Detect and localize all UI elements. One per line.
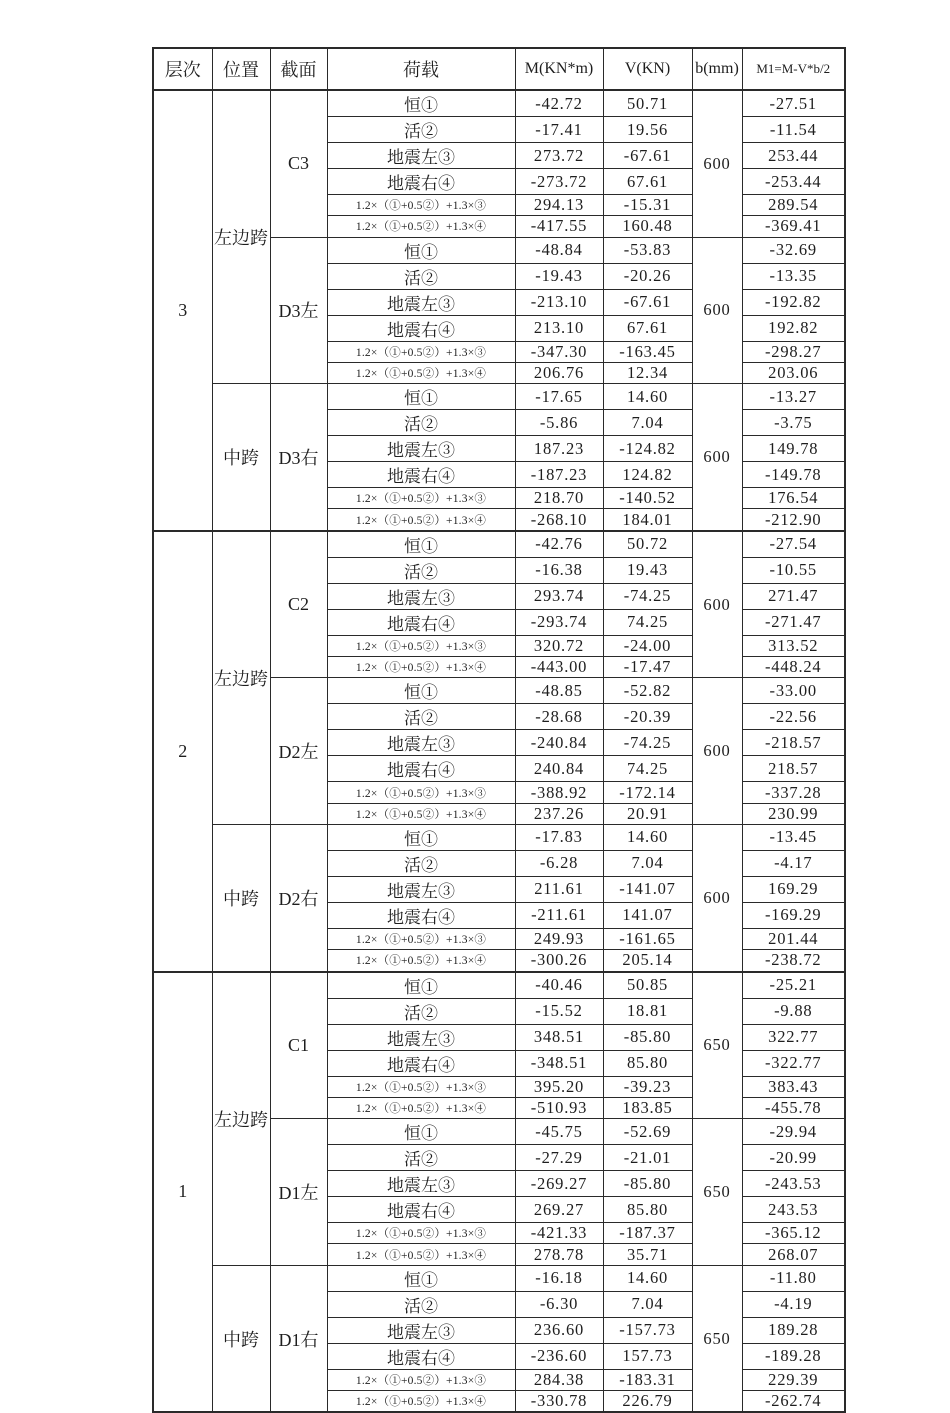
cell-m1-value: -192.82 [742,289,845,315]
cell-level: 1 [153,972,212,1413]
cell-level: 2 [153,531,212,972]
cell-shear-value: 74.25 [603,756,692,782]
cell-moment-value: -6.28 [515,850,603,876]
cell-m1-value: -238.72 [742,950,845,972]
cell-shear-value: 35.71 [603,1244,692,1265]
cell-shear-value: 19.43 [603,557,692,583]
cell-shear-value: 12.34 [603,362,692,383]
cell-m1-value: 243.53 [742,1197,845,1223]
cell-shear-value: -39.23 [603,1076,692,1097]
cell-section: D1左 [270,1119,327,1266]
cell-m1-value: 229.39 [742,1369,845,1390]
cell-moment-value: -269.27 [515,1171,603,1197]
cell-width-b-value: 600 [692,824,742,971]
cell-m1-value: -27.54 [742,531,845,558]
col-header-load: 荷载 [327,48,515,90]
cell-shear-value: -67.61 [603,143,692,169]
cell-moment-value: -28.68 [515,704,603,730]
col-header-m1-formula: M1=M-V*b/2 [742,48,845,90]
cell-load-label: 恒① [327,678,515,704]
cell-load-label: 活② [327,263,515,289]
cell-moment-value: -348.51 [515,1050,603,1076]
cell-m1-value: -13.45 [742,824,845,850]
cell-load-label: 活② [327,998,515,1024]
cell-moment-value: -293.74 [515,609,603,635]
cell-m1-value: -448.24 [742,657,845,678]
cell-shear-value: -67.61 [603,289,692,315]
cell-m1-value: 230.99 [742,803,845,824]
cell-section: D2右 [270,824,327,971]
col-header-shear: V(KN) [603,48,692,90]
cell-load-label: 地震左③ [327,1024,515,1050]
cell-moment-value: -240.84 [515,730,603,756]
cell-m1-value: -262.74 [742,1391,845,1413]
cell-position: 左边跨 [212,90,270,384]
cell-load-label: 1.2×（①+0.5②）+1.3×④ [327,1391,515,1413]
cell-load-label: 地震左③ [327,1317,515,1343]
cell-m1-value: 169.29 [742,876,845,902]
cell-moment-value: -16.38 [515,557,603,583]
cell-shear-value: 124.82 [603,462,692,488]
cell-load-label: 活② [327,557,515,583]
cell-load-label: 地震左③ [327,730,515,756]
cell-m1-value: -3.75 [742,410,845,436]
cell-shear-value: 157.73 [603,1343,692,1369]
cell-shear-value: -24.00 [603,635,692,656]
cell-m1-value: -189.28 [742,1343,845,1369]
cell-m1-value: -33.00 [742,678,845,704]
cell-load-label: 1.2×（①+0.5②）+1.3×③ [327,928,515,949]
cell-m1-value: -13.35 [742,263,845,289]
cell-m1-value: -11.54 [742,117,845,143]
cell-shear-value: -52.69 [603,1119,692,1145]
cell-position: 左边跨 [212,972,270,1266]
cell-moment-value: -417.55 [515,216,603,237]
cell-shear-value: 74.25 [603,609,692,635]
cell-moment-value: -5.86 [515,410,603,436]
cell-m1-value: -298.27 [742,341,845,362]
cell-shear-value: 226.79 [603,1391,692,1413]
cell-shear-value: 85.80 [603,1050,692,1076]
cell-load-label: 恒① [327,531,515,558]
header-row [153,48,845,90]
cell-m1-value: 203.06 [742,362,845,383]
cell-load-label: 1.2×（①+0.5②）+1.3×④ [327,657,515,678]
cell-moment-value: 278.78 [515,1244,603,1265]
cell-shear-value: -172.14 [603,782,692,803]
cell-load-label: 地震左③ [327,1171,515,1197]
cell-moment-value: 218.70 [515,488,603,509]
table-row [153,384,845,410]
cell-m1-value: 176.54 [742,488,845,509]
cell-shear-value: -141.07 [603,876,692,902]
cell-position: 左边跨 [212,531,270,825]
cell-moment-value: -273.72 [515,169,603,195]
cell-shear-value: 18.81 [603,998,692,1024]
cell-shear-value: -140.52 [603,488,692,509]
cell-level: 3 [153,90,212,531]
cell-width-b-value: 600 [692,531,742,678]
cell-moment-value: 293.74 [515,583,603,609]
cell-shear-value: -124.82 [603,436,692,462]
cell-shear-value: 160.48 [603,216,692,237]
col-header-width-b: b(mm) [692,48,742,90]
cell-moment-value: 348.51 [515,1024,603,1050]
table-row [153,1265,845,1291]
cell-m1-value: 192.82 [742,315,845,341]
cell-moment-value: -300.26 [515,950,603,972]
cell-load-label: 地震左③ [327,876,515,902]
cell-section: D3右 [270,384,327,531]
cell-m1-value: -243.53 [742,1171,845,1197]
cell-moment-value: 240.84 [515,756,603,782]
cell-m1-value: 271.47 [742,583,845,609]
col-header-level: 层次 [153,48,212,90]
cell-moment-value: -347.30 [515,341,603,362]
cell-m1-value: -322.77 [742,1050,845,1076]
cell-moment-value: 213.10 [515,315,603,341]
cell-moment-value: 249.93 [515,928,603,949]
cell-m1-value: 268.07 [742,1244,845,1265]
cell-m1-value: -337.28 [742,782,845,803]
cell-load-label: 1.2×（①+0.5②）+1.3×③ [327,195,515,216]
cell-width-b-value: 600 [692,90,742,237]
cell-moment-value: -330.78 [515,1391,603,1413]
cell-moment-value: -421.33 [515,1223,603,1244]
cell-moment-value: -17.83 [515,824,603,850]
cell-load-label: 1.2×（①+0.5②）+1.3×③ [327,1369,515,1390]
cell-shear-value: 50.85 [603,972,692,999]
cell-section: C1 [270,972,327,1119]
cell-m1-value: -253.44 [742,169,845,195]
cell-shear-value: 183.85 [603,1097,692,1118]
cell-load-label: 活② [327,704,515,730]
cell-m1-value: 201.44 [742,928,845,949]
cell-m1-value: 253.44 [742,143,845,169]
cell-shear-value: 205.14 [603,950,692,972]
cell-load-label: 地震左③ [327,289,515,315]
cell-load-label: 活② [327,410,515,436]
cell-load-label: 1.2×（①+0.5②）+1.3×④ [327,950,515,972]
cell-m1-value: -11.80 [742,1265,845,1291]
cell-moment-value: 206.76 [515,362,603,383]
cell-moment-value: 273.72 [515,143,603,169]
cell-load-label: 地震右④ [327,902,515,928]
cell-shear-value: -187.37 [603,1223,692,1244]
cell-shear-value: -53.83 [603,237,692,263]
cell-load-label: 活② [327,117,515,143]
cell-moment-value: 236.60 [515,1317,603,1343]
cell-moment-value: 395.20 [515,1076,603,1097]
cell-moment-value: -42.72 [515,90,603,117]
cell-shear-value: 141.07 [603,902,692,928]
cell-moment-value: -236.60 [515,1343,603,1369]
cell-moment-value: -15.52 [515,998,603,1024]
cell-load-label: 恒① [327,824,515,850]
cell-m1-value: 289.54 [742,195,845,216]
cell-m1-value: -149.78 [742,462,845,488]
cell-load-label: 1.2×（①+0.5②）+1.3×③ [327,488,515,509]
cell-moment-value: -45.75 [515,1119,603,1145]
cell-m1-value: -20.99 [742,1145,845,1171]
cell-moment-value: 320.72 [515,635,603,656]
cell-load-label: 地震右④ [327,609,515,635]
table-row [153,90,845,117]
cell-shear-value: 7.04 [603,1291,692,1317]
table-row [153,972,845,999]
cell-moment-value: -6.30 [515,1291,603,1317]
cell-load-label: 地震右④ [327,1343,515,1369]
cell-moment-value: 187.23 [515,436,603,462]
cell-load-label: 地震右④ [327,1197,515,1223]
cell-shear-value: 14.60 [603,1265,692,1291]
cell-m1-value: -369.41 [742,216,845,237]
cell-shear-value: 7.04 [603,410,692,436]
cell-load-label: 地震右④ [327,169,515,195]
col-header-section: 截面 [270,48,327,90]
cell-moment-value: -268.10 [515,509,603,531]
cell-moment-value: -211.61 [515,902,603,928]
cell-m1-value: 322.77 [742,1024,845,1050]
cell-m1-value: -455.78 [742,1097,845,1118]
cell-load-label: 地震右④ [327,462,515,488]
cell-m1-value: -29.94 [742,1119,845,1145]
cell-shear-value: -20.39 [603,704,692,730]
cell-moment-value: -19.43 [515,263,603,289]
cell-width-b-value: 650 [692,972,742,1119]
cell-moment-value: -187.23 [515,462,603,488]
cell-shear-value: -157.73 [603,1317,692,1343]
cell-width-b-value: 650 [692,1265,742,1412]
cell-load-label: 地震左③ [327,143,515,169]
cell-load-label: 1.2×（①+0.5②）+1.3×④ [327,362,515,383]
cell-m1-value: -25.21 [742,972,845,999]
cell-width-b-value: 600 [692,237,742,384]
cell-shear-value: -85.80 [603,1024,692,1050]
cell-moment-value: -17.65 [515,384,603,410]
cell-m1-value: 149.78 [742,436,845,462]
cell-load-label: 1.2×（①+0.5②）+1.3×③ [327,1076,515,1097]
cell-section: D2左 [270,678,327,825]
cell-m1-value: -32.69 [742,237,845,263]
cell-load-label: 活② [327,1145,515,1171]
cell-moment-value: -27.29 [515,1145,603,1171]
cell-load-label: 1.2×（①+0.5②）+1.3×③ [327,341,515,362]
cell-m1-value: -169.29 [742,902,845,928]
cell-shear-value: -74.25 [603,730,692,756]
cell-m1-value: 189.28 [742,1317,845,1343]
cell-load-label: 1.2×（①+0.5②）+1.3×③ [327,1223,515,1244]
cell-shear-value: -20.26 [603,263,692,289]
cell-load-label: 1.2×（①+0.5②）+1.3×④ [327,509,515,531]
cell-m1-value: -218.57 [742,730,845,756]
cell-width-b-value: 600 [692,384,742,531]
cell-load-label: 1.2×（①+0.5②）+1.3×④ [327,216,515,237]
cell-moment-value: 237.26 [515,803,603,824]
seismic-load-combination-table [152,47,846,1413]
cell-m1-value: 218.57 [742,756,845,782]
cell-load-label: 1.2×（①+0.5②）+1.3×③ [327,782,515,803]
cell-shear-value: -161.65 [603,928,692,949]
cell-shear-value: 14.60 [603,824,692,850]
cell-shear-value: 19.56 [603,117,692,143]
col-header-position: 位置 [212,48,270,90]
cell-shear-value: 14.60 [603,384,692,410]
cell-moment-value: -48.84 [515,237,603,263]
cell-shear-value: -17.47 [603,657,692,678]
col-header-moment: M(KN*m) [515,48,603,90]
table-row [153,824,845,850]
cell-moment-value: -443.00 [515,657,603,678]
cell-shear-value: 50.72 [603,531,692,558]
cell-width-b-value: 600 [692,678,742,825]
cell-m1-value: -10.55 [742,557,845,583]
cell-load-label: 恒① [327,1265,515,1291]
cell-load-label: 活② [327,850,515,876]
cell-moment-value: 211.61 [515,876,603,902]
cell-m1-value: -212.90 [742,509,845,531]
cell-m1-value: -4.17 [742,850,845,876]
cell-moment-value: 294.13 [515,195,603,216]
cell-load-label: 恒① [327,384,515,410]
cell-m1-value: -27.51 [742,90,845,117]
cell-width-b-value: 650 [692,1119,742,1266]
cell-shear-value: 20.91 [603,803,692,824]
cell-load-label: 地震右④ [327,315,515,341]
cell-moment-value: -42.76 [515,531,603,558]
cell-shear-value: 67.61 [603,169,692,195]
cell-load-label: 1.2×（①+0.5②）+1.3×④ [327,1097,515,1118]
cell-moment-value: -48.85 [515,678,603,704]
cell-m1-value: -4.19 [742,1291,845,1317]
cell-m1-value: 313.52 [742,635,845,656]
cell-m1-value: -271.47 [742,609,845,635]
cell-section: D1右 [270,1265,327,1412]
cell-moment-value: -16.18 [515,1265,603,1291]
cell-m1-value: -13.27 [742,384,845,410]
cell-position: 中跨 [212,824,270,971]
cell-load-label: 1.2×（①+0.5②）+1.3×④ [327,803,515,824]
cell-shear-value: 7.04 [603,850,692,876]
cell-load-label: 恒① [327,1119,515,1145]
cell-moment-value: -213.10 [515,289,603,315]
cell-shear-value: 50.71 [603,90,692,117]
cell-moment-value: 269.27 [515,1197,603,1223]
cell-load-label: 恒① [327,237,515,263]
cell-moment-value: -40.46 [515,972,603,999]
cell-shear-value: -74.25 [603,583,692,609]
cell-moment-value: -17.41 [515,117,603,143]
cell-shear-value: 67.61 [603,315,692,341]
cell-load-label: 1.2×（①+0.5②）+1.3×③ [327,635,515,656]
cell-load-label: 地震左③ [327,436,515,462]
cell-load-label: 地震左③ [327,583,515,609]
cell-load-label: 1.2×（①+0.5②）+1.3×④ [327,1244,515,1265]
cell-position: 中跨 [212,384,270,531]
cell-shear-value: -52.82 [603,678,692,704]
cell-load-label: 恒① [327,90,515,117]
cell-shear-value: -21.01 [603,1145,692,1171]
cell-shear-value: 85.80 [603,1197,692,1223]
cell-section: C3 [270,90,327,237]
cell-load-label: 地震右④ [327,756,515,782]
cell-shear-value: -183.31 [603,1369,692,1390]
cell-shear-value: -163.45 [603,341,692,362]
cell-m1-value: -9.88 [742,998,845,1024]
cell-m1-value: -22.56 [742,704,845,730]
cell-m1-value: 383.43 [742,1076,845,1097]
cell-moment-value: -388.92 [515,782,603,803]
cell-position: 中跨 [212,1265,270,1412]
cell-load-label: 地震右④ [327,1050,515,1076]
cell-shear-value: -15.31 [603,195,692,216]
table-body [153,90,845,1412]
cell-moment-value: -510.93 [515,1097,603,1118]
cell-moment-value: 284.38 [515,1369,603,1390]
cell-shear-value: 184.01 [603,509,692,531]
cell-section: D3左 [270,237,327,384]
cell-load-label: 活② [327,1291,515,1317]
cell-m1-value: -365.12 [742,1223,845,1244]
cell-load-label: 恒① [327,972,515,999]
cell-section: C2 [270,531,327,678]
cell-shear-value: -85.80 [603,1171,692,1197]
table-row [153,531,845,558]
